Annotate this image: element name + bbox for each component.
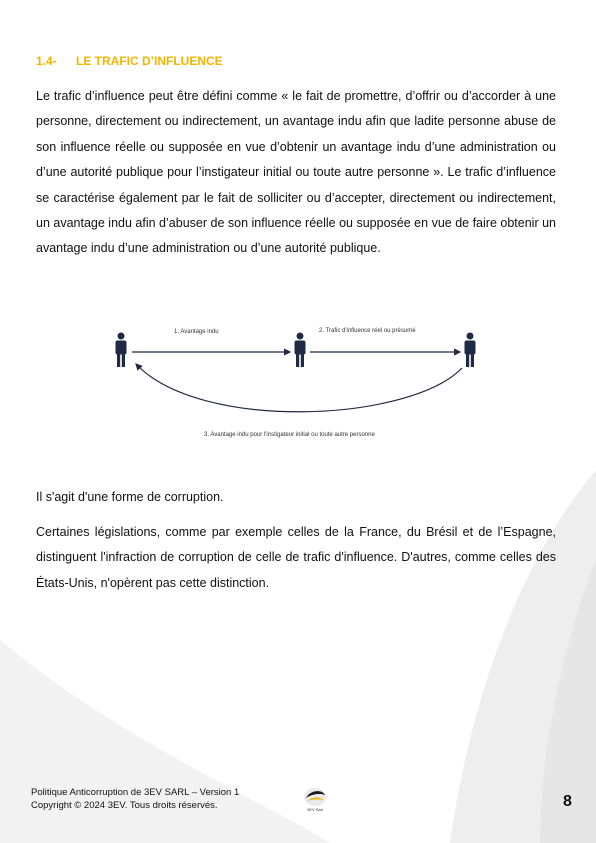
- diagram-label-3: 3. Avantage indu pour l'instigateur initial ou toute autre personne: [204, 432, 375, 438]
- paragraph-corruption: Il s'agit d'une forme de corruption.: [36, 490, 224, 504]
- diagram-label-2: 2. Trafic d'influence réel ou présumé: [319, 328, 416, 334]
- footer-policy: Politique Anticorruption de 3EV SARL – Version 1: [31, 787, 240, 798]
- footer-copyright: Copyright © 2024 3EV. Tous droits réservés.: [31, 800, 218, 811]
- person-icon-briber: [113, 332, 129, 368]
- diagram-label-1: 1. Avantage indu: [174, 329, 219, 335]
- person-icon-intermediary: [292, 332, 308, 368]
- paragraph-definition: Le trafic d’influence peut être défini comme « le fait de promettre, d’offrir ou d’accorder à une personne, directement ou indirectement, un avantage indu afin que ladite personne abuse de son influence réelle ou supposée en vue d’obtenir un avantage indu d’une administration ou d’une autorité publique pour l’instigateur initial ou toute autre personne ». Le trafic d’influence se caractérise également par le fait de solliciter ou d’accepter, directement ou indirectement, un avantage indu afin d’abuser de son influence réelle ou supposée en vue de faire obtenir un avantage indu d’une administration ou d’une autorité publique.: [36, 89, 556, 256]
- logo-icon: [300, 786, 330, 808]
- influence-diagram: [110, 322, 490, 444]
- section-number: 1.4-: [36, 54, 57, 68]
- logo-caption: 3EV Sarl: [307, 807, 323, 812]
- page-number: 8: [563, 793, 572, 810]
- company-logo: [300, 786, 330, 818]
- footer: [31, 786, 239, 812]
- person-icon-official: [462, 332, 478, 368]
- section-heading: [36, 54, 223, 68]
- arrow-3: [136, 364, 462, 412]
- section-title: LE TRAFIC D’INFLUENCE: [76, 54, 223, 68]
- paragraph-legislation: Certaines législations, comme par exemple celles de la France, du Brésil et de l’Espagne, distinguent l'infraction de corruption de celle de trafic d'influence. D'autres, comme celles des États-Unis, n'opèrent pas cette distinction.: [36, 525, 556, 590]
